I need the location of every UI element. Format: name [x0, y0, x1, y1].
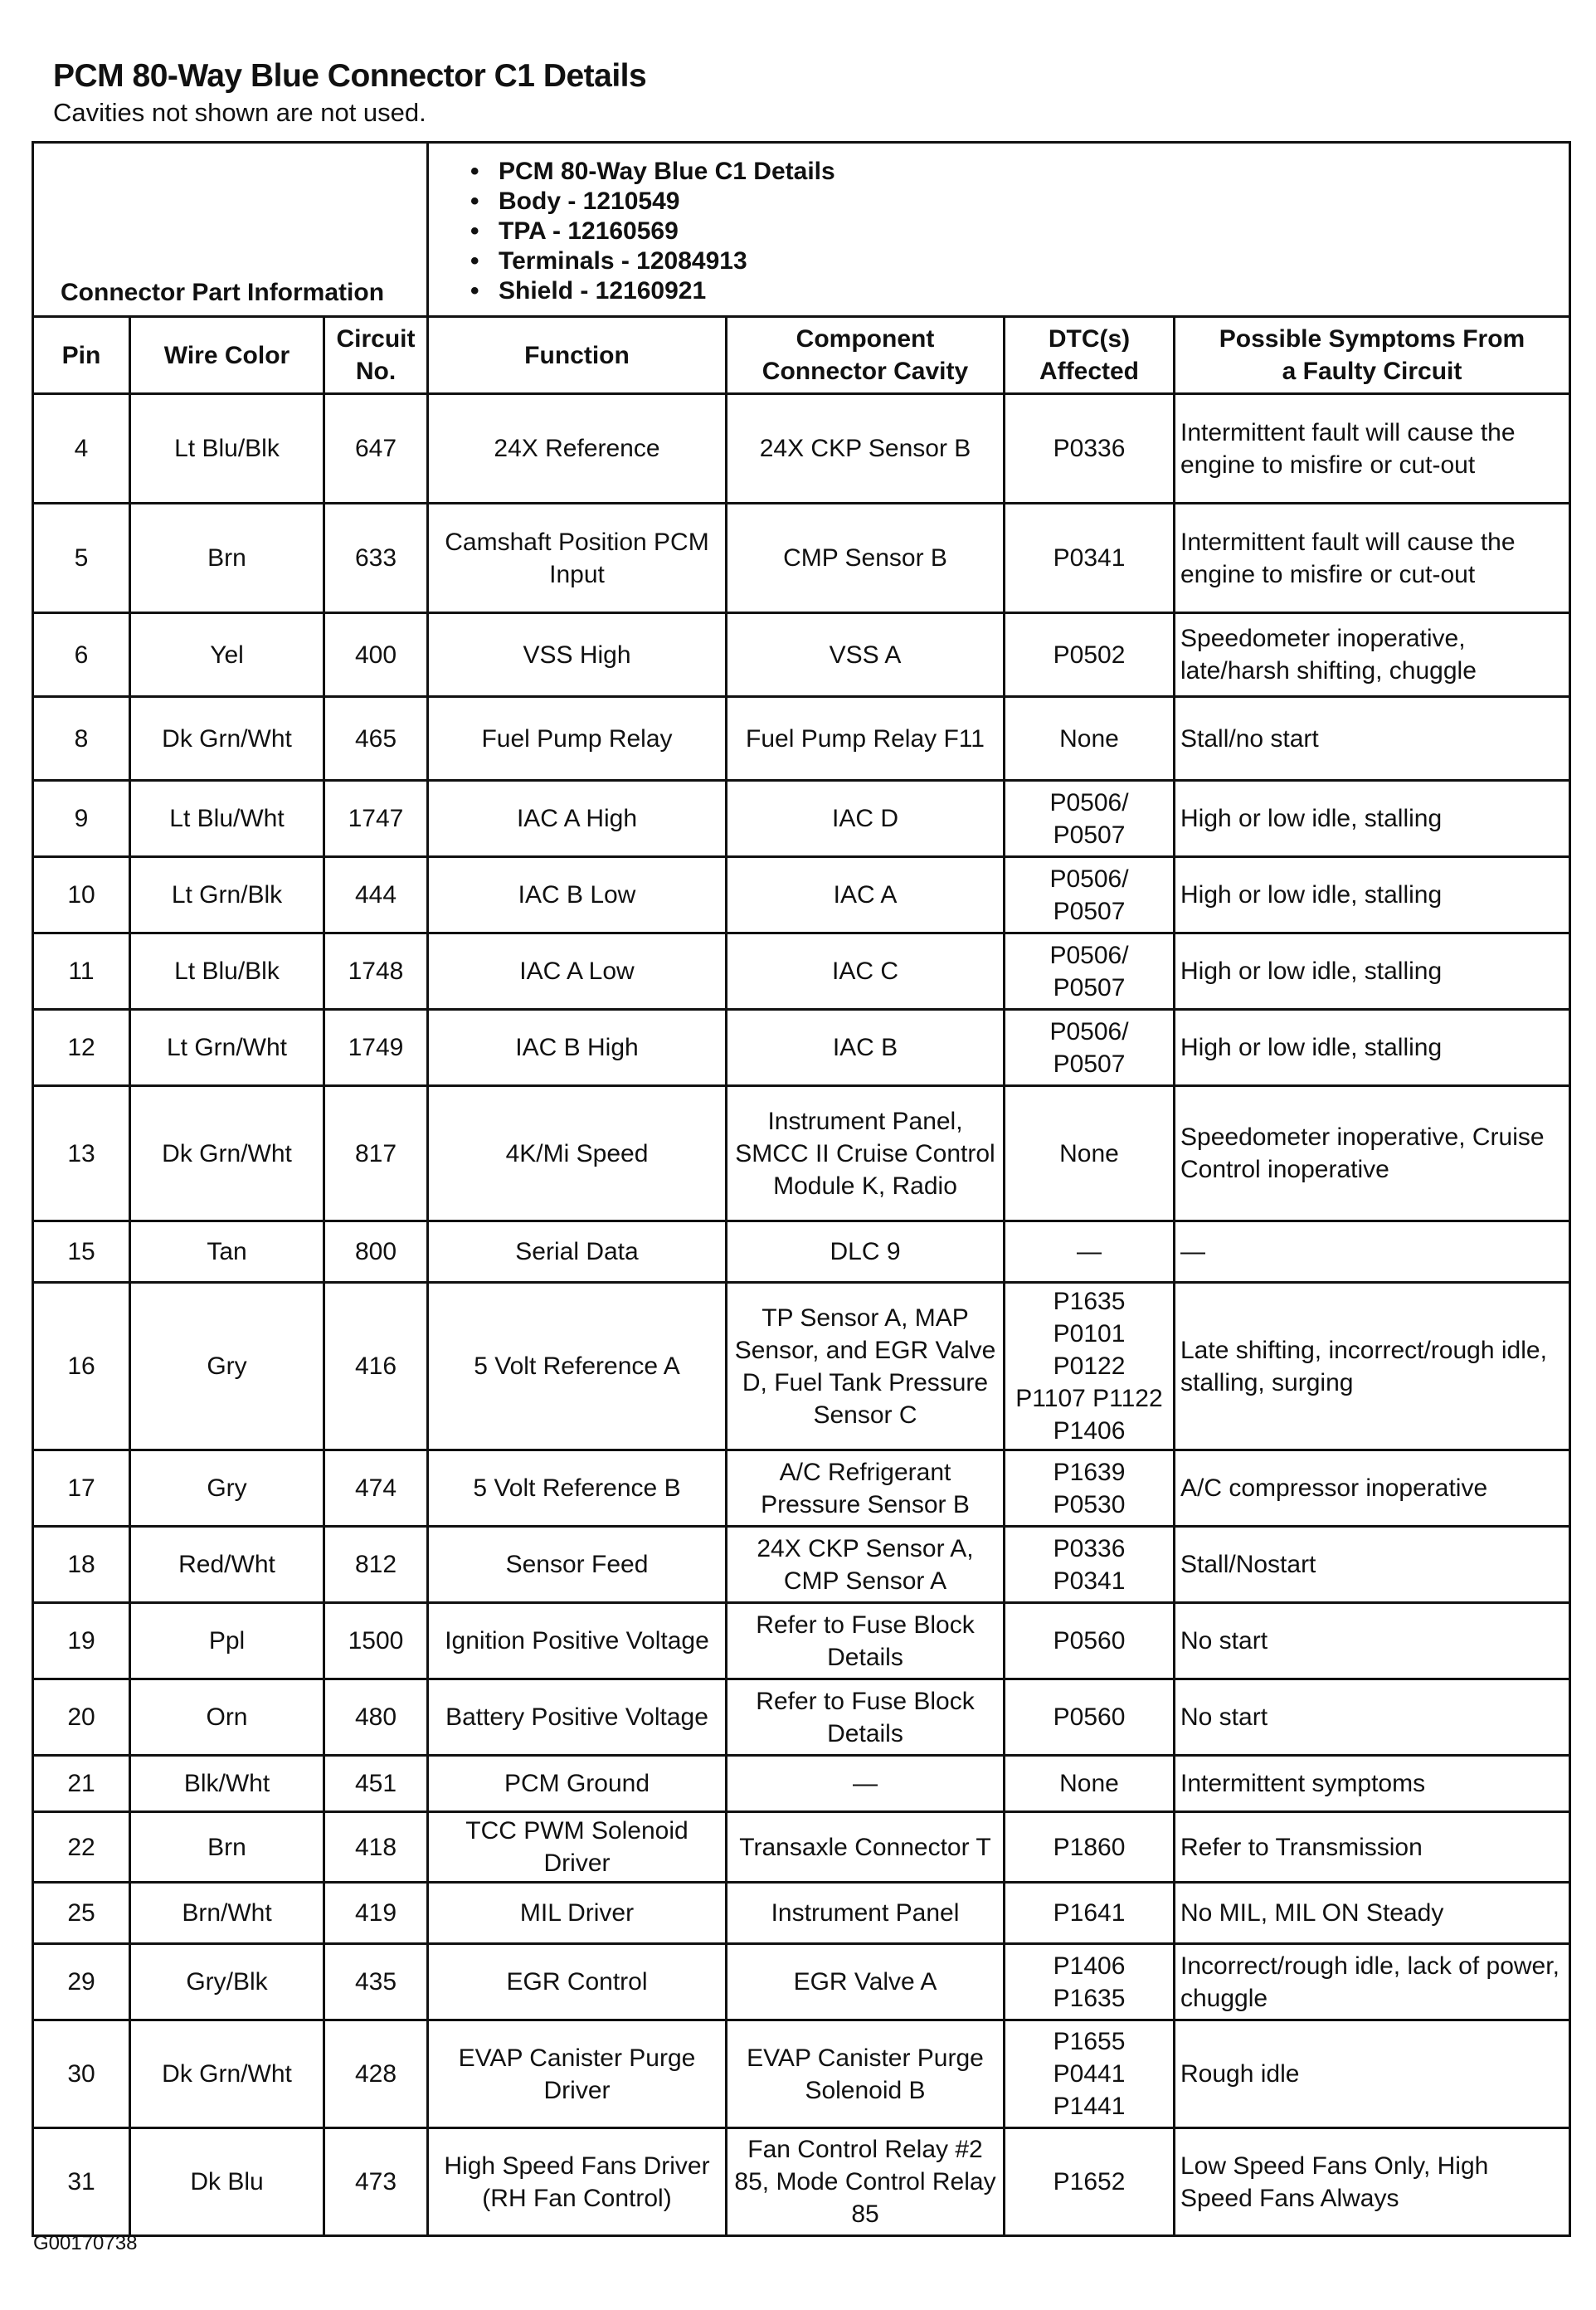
circuit-cell: 1500	[324, 1603, 428, 1679]
connector-info-item: • Body - 1210549	[470, 187, 1569, 217]
function-cell: Battery Positive Voltage	[428, 1679, 727, 1756]
dtc-code: P0507	[1053, 821, 1126, 849]
component-cell: IAC D	[727, 781, 1005, 857]
pin-cell: 9	[33, 781, 130, 857]
wire-color-cell: Orn	[130, 1679, 324, 1756]
dtc-cell	[1005, 1883, 1175, 1944]
component-cell: VSS A	[727, 613, 1005, 697]
function-cell: 5 Volt Reference A	[428, 1283, 727, 1450]
header-row	[33, 317, 1570, 394]
connector-info-label: Connector Part Information	[33, 143, 428, 317]
function-cell: 4K/Mi Speed	[428, 1086, 727, 1221]
circuit-cell: 465	[324, 697, 428, 781]
symptoms-cell: Stall/Nostart	[1175, 1527, 1570, 1603]
dtc-cell	[1005, 1450, 1175, 1527]
function-header: Function	[428, 317, 727, 394]
connector-info-item: • TPA - 12160569	[470, 217, 1569, 246]
symptoms-cell: Refer to Transmission	[1175, 1812, 1570, 1883]
symptoms-cell: Incorrect/rough idle, lack of power, chuggle	[1175, 1944, 1570, 2020]
table-row	[33, 1450, 1570, 1527]
connector-info-row	[33, 143, 1570, 317]
wire-color-cell: Lt Grn/Wht	[130, 1010, 324, 1086]
function-cell: 5 Volt Reference B	[428, 1450, 727, 1527]
circuit-cell: 416	[324, 1283, 428, 1450]
table-row	[33, 504, 1570, 613]
function-cell: PCM Ground	[428, 1756, 727, 1812]
connector-info-cell	[428, 143, 1570, 317]
wire-color-cell: Yel	[130, 613, 324, 697]
function-cell: Sensor Feed	[428, 1527, 727, 1603]
table-row	[33, 697, 1570, 781]
dtc-cell	[1005, 504, 1175, 613]
function-cell: Serial Data	[428, 1221, 727, 1283]
circuit-cell: 444	[324, 857, 428, 933]
component-cell: IAC A	[727, 857, 1005, 933]
dtc-cell	[1005, 1283, 1175, 1450]
pin-cell: 4	[33, 394, 130, 504]
table-row	[33, 2128, 1570, 2236]
function-cell: 24X Reference	[428, 394, 727, 504]
wire-color-cell: Lt Blu/Blk	[130, 933, 324, 1010]
circuit-cell: 473	[324, 2128, 428, 2236]
pin-cell: 22	[33, 1812, 130, 1883]
dtc-header: DTC(s) Affected	[1005, 317, 1175, 394]
function-cell: TCC PWM Solenoid Driver	[428, 1812, 727, 1883]
dtc-code: P0441	[1053, 2060, 1126, 2088]
wire-color-cell: Dk Grn/Wht	[130, 697, 324, 781]
dtc-code: P0336	[1053, 435, 1126, 462]
dtc-code: None	[1059, 724, 1119, 753]
circuit-cell: 1748	[324, 933, 428, 1010]
pin-cell: 18	[33, 1527, 130, 1603]
function-cell: Ignition Positive Voltage	[428, 1603, 727, 1679]
function-cell: Fuel Pump Relay	[428, 697, 727, 781]
wire-color-cell: Brn	[130, 504, 324, 613]
table-row	[33, 1812, 1570, 1883]
function-cell: High Speed Fans Driver (RH Fan Control)	[428, 2128, 727, 2236]
dtc-code: P0122	[1053, 1352, 1126, 1380]
symptoms-cell: Stall/no start	[1175, 697, 1570, 781]
connector-info-item: • Shield - 12160921	[470, 276, 1569, 306]
circuit-header: Circuit No.	[324, 317, 428, 394]
circuit-cell: 451	[324, 1756, 428, 1812]
pin-cell: 6	[33, 613, 130, 697]
dtc-code: P0506/	[1049, 941, 1129, 969]
component-cell: IAC C	[727, 933, 1005, 1010]
connector-info-item: • Terminals - 12084913	[470, 246, 1569, 276]
pin-cell: 13	[33, 1086, 130, 1221]
dtc-code: P0560	[1053, 1703, 1126, 1731]
table-row	[33, 1883, 1570, 1944]
circuit-cell: 812	[324, 1527, 428, 1603]
circuit-cell: 1749	[324, 1010, 428, 1086]
symptoms-cell: High or low idle, stalling	[1175, 781, 1570, 857]
dtc-code: P0507	[1053, 973, 1126, 1001]
table-row	[33, 1679, 1570, 1756]
component-cell: 24X CKP Sensor A, CMP Sensor A	[727, 1527, 1005, 1603]
pin-cell: 30	[33, 2020, 130, 2128]
dtc-code: P1655	[1053, 2028, 1126, 2055]
pin-cell: 15	[33, 1221, 130, 1283]
pin-cell: 8	[33, 697, 130, 781]
dtc-code: P1406	[1053, 1417, 1126, 1445]
symptoms-cell: High or low idle, stalling	[1175, 857, 1570, 933]
function-cell: Camshaft Position PCM Input	[428, 504, 727, 613]
dtc-code: P0560	[1053, 1627, 1126, 1655]
symptoms-cell: No MIL, MIL ON Steady	[1175, 1883, 1570, 1944]
circuit-cell: 647	[324, 394, 428, 504]
table-row	[33, 1527, 1570, 1603]
component-cell: —	[727, 1756, 1005, 1812]
pin-cell: 10	[33, 857, 130, 933]
dtc-cell	[1005, 1812, 1175, 1883]
circuit-cell: 419	[324, 1883, 428, 1944]
component-cell: Fan Control Relay #2 85, Mode Control Relay 85	[727, 2128, 1005, 2236]
symptoms-cell: High or low idle, stalling	[1175, 1010, 1570, 1086]
component-cell: CMP Sensor B	[727, 504, 1005, 613]
table-row	[33, 394, 1570, 504]
function-cell: IAC A Low	[428, 933, 727, 1010]
symptoms-cell: Speedometer inoperative, late/harsh shifting, chuggle	[1175, 613, 1570, 697]
dtc-code: P1635	[1053, 1984, 1126, 2012]
dtc-cell	[1005, 1756, 1175, 1812]
dtc-code: P0530	[1053, 1490, 1126, 1518]
circuit-cell: 817	[324, 1086, 428, 1221]
dtc-code: P1652	[1053, 2168, 1126, 2195]
pin-cell: 5	[33, 504, 130, 613]
wire-color-cell: Blk/Wht	[130, 1756, 324, 1812]
circuit-cell: 474	[324, 1450, 428, 1527]
symptoms-cell: A/C compressor inoperative	[1175, 1450, 1570, 1527]
symptoms-cell: High or low idle, stalling	[1175, 933, 1570, 1010]
wire-color-header: Wire Color	[130, 317, 324, 394]
circuit-cell: 428	[324, 2020, 428, 2128]
circuit-cell: 418	[324, 1812, 428, 1883]
symptoms-cell: Low Speed Fans Only, High Speed Fans Always	[1175, 2128, 1570, 2236]
dtc-code: P0507	[1053, 1050, 1126, 1078]
symptoms-cell: —	[1175, 1221, 1570, 1283]
connector-table	[32, 141, 1571, 2237]
dtc-cell	[1005, 1603, 1175, 1679]
symptoms-cell: No start	[1175, 1603, 1570, 1679]
pin-cell: 17	[33, 1450, 130, 1527]
dtc-code: None	[1059, 1770, 1119, 1797]
dtc-code: P1635	[1053, 1288, 1126, 1315]
circuit-cell: 1747	[324, 781, 428, 857]
component-header: Component Connector Cavity	[727, 317, 1005, 394]
pin-cell: 16	[33, 1283, 130, 1450]
dtc-cell	[1005, 933, 1175, 1010]
function-cell: EGR Control	[428, 1944, 727, 2020]
table-row	[33, 1944, 1570, 2020]
function-cell: IAC B Low	[428, 857, 727, 933]
wire-color-cell: Lt Blu/Wht	[130, 781, 324, 857]
component-cell: 24X CKP Sensor B	[727, 394, 1005, 504]
wire-color-cell: Dk Grn/Wht	[130, 1086, 324, 1221]
wire-color-cell: Gry/Blk	[130, 1944, 324, 2020]
component-cell: Fuel Pump Relay F11	[727, 697, 1005, 781]
component-cell: A/C Refrigerant Pressure Sensor B	[727, 1450, 1005, 1527]
dtc-code: P1441	[1053, 2093, 1126, 2120]
table-row	[33, 1086, 1570, 1221]
pin-cell: 12	[33, 1010, 130, 1086]
circuit-cell: 400	[324, 613, 428, 697]
table-row	[33, 857, 1570, 933]
dtc-code: None	[1059, 1139, 1119, 1167]
dtc-code: P0336	[1053, 1534, 1126, 1562]
circuit-cell: 435	[324, 1944, 428, 2020]
wire-color-cell: Brn/Wht	[130, 1883, 324, 1944]
dtc-cell	[1005, 857, 1175, 933]
circuit-cell: 633	[324, 504, 428, 613]
wire-color-cell: Ppl	[130, 1603, 324, 1679]
component-cell: EGR Valve A	[727, 1944, 1005, 2020]
table-row	[33, 1283, 1570, 1450]
component-cell: Instrument Panel	[727, 1883, 1005, 1944]
component-cell: DLC 9	[727, 1221, 1005, 1283]
dtc-cell	[1005, 1944, 1175, 2020]
table-row	[33, 781, 1570, 857]
dtc-code: P0341	[1053, 544, 1126, 572]
wire-color-cell: Red/Wht	[130, 1527, 324, 1603]
dtc-cell	[1005, 1679, 1175, 1756]
pin-rows	[33, 394, 1570, 2236]
component-cell: Transaxle Connector T	[727, 1812, 1005, 1883]
pin-cell: 31	[33, 2128, 130, 2236]
wire-color-cell: Dk Grn/Wht	[130, 2020, 324, 2128]
component-cell: Refer to Fuse Block Details	[727, 1603, 1005, 1679]
pin-cell: 21	[33, 1756, 130, 1812]
connector-info-list	[470, 157, 1569, 306]
dtc-code: P0101	[1053, 1320, 1126, 1348]
dtc-code: P1639	[1053, 1458, 1126, 1486]
dtc-code: P0341	[1053, 1567, 1126, 1595]
table-row	[33, 1221, 1570, 1283]
symptoms-cell: No start	[1175, 1679, 1570, 1756]
figure-id: G00170738	[33, 2232, 138, 2254]
wire-color-cell: Brn	[130, 1812, 324, 1883]
function-cell: MIL Driver	[428, 1883, 727, 1944]
table-row	[33, 1010, 1570, 1086]
dtc-code: P1107 P1122	[1015, 1385, 1163, 1412]
symptoms-cell: Speedometer inoperative, Cruise Control inoperative	[1175, 1086, 1570, 1221]
symptoms-cell: Late shifting, incorrect/rough idle, stalling, surging	[1175, 1283, 1570, 1450]
symptoms-cell: Rough idle	[1175, 2020, 1570, 2128]
dtc-cell	[1005, 1010, 1175, 1086]
component-cell: IAC B	[727, 1010, 1005, 1086]
dtc-code: P0507	[1053, 897, 1126, 925]
pin-cell: 19	[33, 1603, 130, 1679]
dtc-code: P1406	[1053, 1952, 1126, 1980]
dtc-code: P0502	[1053, 641, 1126, 669]
pin-header: Pin	[33, 317, 130, 394]
function-cell: IAC B High	[428, 1010, 727, 1086]
function-cell: EVAP Canister Purge Driver	[428, 2020, 727, 2128]
circuit-cell: 480	[324, 1679, 428, 1756]
pin-cell: 25	[33, 1883, 130, 1944]
dtc-cell	[1005, 781, 1175, 857]
pin-cell: 20	[33, 1679, 130, 1756]
dtc-cell	[1005, 613, 1175, 697]
component-cell: EVAP Canister Purge Solenoid B	[727, 2020, 1005, 2128]
dtc-cell	[1005, 1086, 1175, 1221]
dtc-code: —	[1077, 1238, 1102, 1265]
function-cell: VSS High	[428, 613, 727, 697]
connector-info-item: • PCM 80-Way Blue C1 Details	[470, 157, 1569, 187]
table-row	[33, 1756, 1570, 1812]
symptoms-cell: Intermittent fault will cause the engine to misfire or cut-out	[1175, 504, 1570, 613]
wire-color-cell: Dk Blu	[130, 2128, 324, 2236]
dtc-code: P0506/	[1049, 865, 1129, 893]
symptoms-cell: Intermittent symptoms	[1175, 1756, 1570, 1812]
table-row	[33, 933, 1570, 1010]
component-cell: Refer to Fuse Block Details	[727, 1679, 1005, 1756]
dtc-code: P1860	[1053, 1833, 1126, 1861]
dtc-code: P1641	[1053, 1899, 1126, 1927]
pin-cell: 29	[33, 1944, 130, 2020]
symptoms-cell: Intermittent fault will cause the engine to misfire or cut-out	[1175, 394, 1570, 504]
table-row	[33, 1603, 1570, 1679]
component-cell: Instrument Panel, SMCC II Cruise Control Module K, Radio	[727, 1086, 1005, 1221]
wire-color-cell: Gry	[130, 1283, 324, 1450]
table-row	[33, 2020, 1570, 2128]
pin-cell: 11	[33, 933, 130, 1010]
circuit-cell: 800	[324, 1221, 428, 1283]
function-cell: IAC A High	[428, 781, 727, 857]
dtc-code: P0506/	[1049, 1017, 1129, 1045]
dtc-code: P0506/	[1049, 788, 1129, 816]
dtc-cell	[1005, 1221, 1175, 1283]
component-cell: TP Sensor A, MAP Sensor, and EGR Valve D, Fuel Tank Pressure Sensor C	[727, 1283, 1005, 1450]
page-title: PCM 80-Way Blue Connector C1 Details	[53, 58, 647, 94]
symptoms-header: Possible Symptoms From a Faulty Circuit	[1175, 317, 1570, 394]
dtc-cell	[1005, 697, 1175, 781]
page-subtitle: Cavities not shown are not used.	[53, 98, 426, 127]
dtc-cell	[1005, 394, 1175, 504]
dtc-cell	[1005, 2128, 1175, 2236]
table-row	[33, 613, 1570, 697]
dtc-cell	[1005, 2020, 1175, 2128]
wire-color-cell: Lt Grn/Blk	[130, 857, 324, 933]
wire-color-cell: Gry	[130, 1450, 324, 1527]
dtc-cell	[1005, 1527, 1175, 1603]
wire-color-cell: Tan	[130, 1221, 324, 1283]
wire-color-cell: Lt Blu/Blk	[130, 394, 324, 504]
